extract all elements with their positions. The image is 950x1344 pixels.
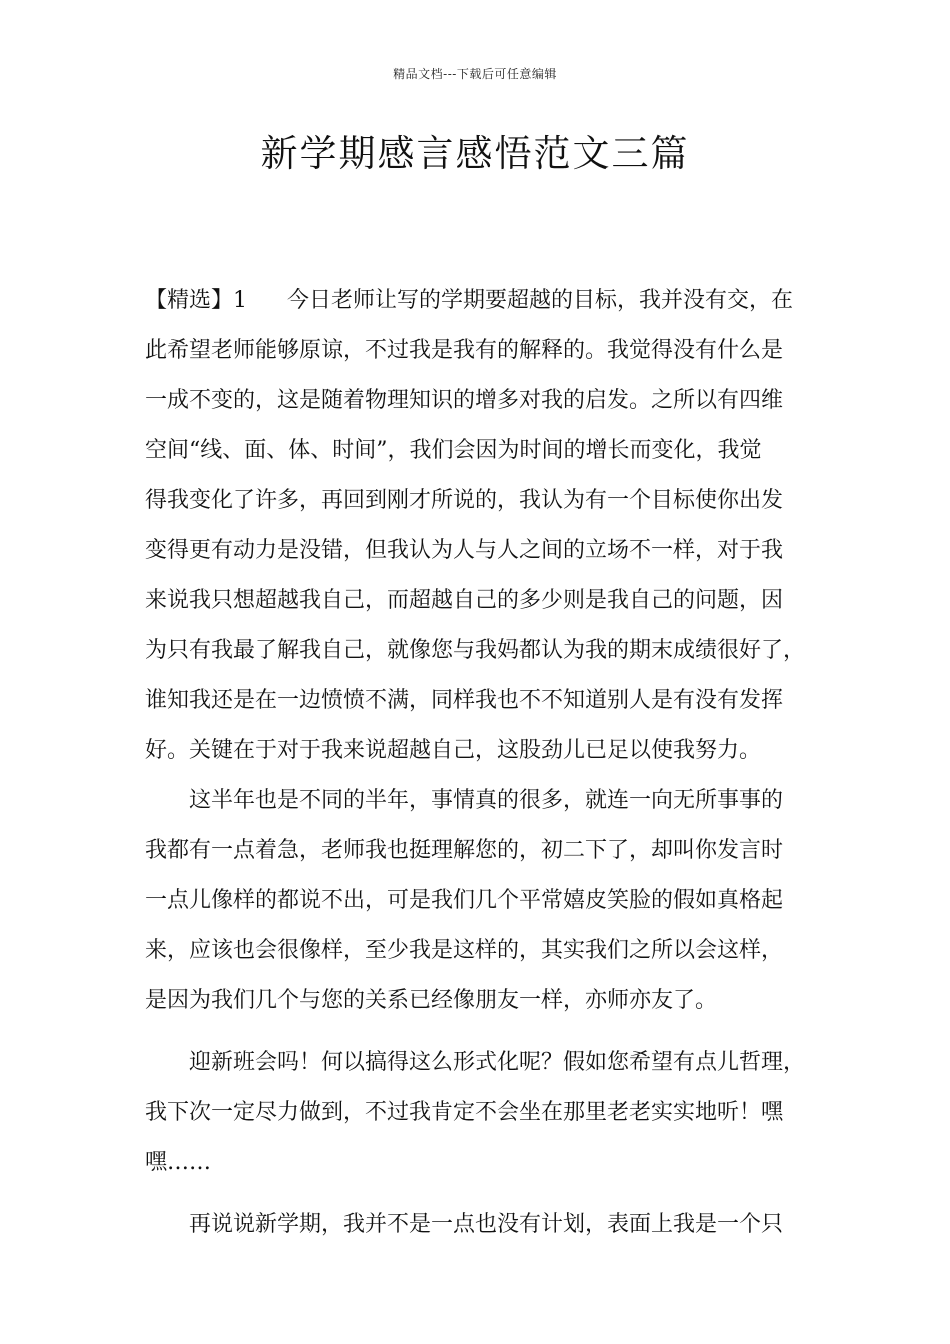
body-line: 我都有一点着急，老师我也挺理解您的，初二下了，却叫你发言时: [145, 838, 784, 863]
line-text: 今日老师让写的学期要超越的目标，我并没有交，在: [287, 288, 794, 313]
body-line: 我下次一定尽力做到，不过我肯定不会坐在那里老老实实地听！嘿: [145, 1100, 784, 1125]
body-line: 一成不变的，这是随着物理知识的增多对我的启发。之所以有四维: [145, 388, 784, 413]
body-line: 此希望老师能够原谅，不过我是我有的解释的。我觉得没有什么是: [145, 338, 784, 363]
paragraph-gap: [145, 1026, 825, 1038]
body-line: 来说我只想超越我自己，而超越自己的多少则是我自己的问题，因: [145, 588, 784, 613]
body-line: 一点儿像样的都说不出，可是我们几个平常嬉皮笑脸的假如真格起: [145, 888, 784, 913]
body-line: 好。关键在于对于我来说超越自己，这股劲儿已足以使我努力。: [145, 738, 762, 763]
document-title: 新学期感言感悟范文三篇: [260, 132, 690, 175]
body-line: 变得更有动力是没错，但我认为人与人之间的立场不一样，对于我: [145, 538, 784, 563]
body-line: 谁知我还是在一边愤愤不满，同样我也不不知道别人是有没有发挥: [145, 688, 784, 713]
paragraph-gap: [145, 1188, 825, 1200]
body-line: 嘿……: [145, 1150, 212, 1175]
body-line: 空间“线、面、体、时间”，我们会因为时间的增长而变化，我觉: [145, 438, 762, 463]
document-body: [145, 276, 825, 1250]
page-header: 精品文档---下载后可任意编辑: [393, 67, 557, 81]
body-line: 是因为我们几个与您的关系已经像朋友一样，亦师亦友了。: [145, 988, 718, 1013]
body-line: 来，应该也会很像样，至少我是这样的，其实我们之所以会这样，: [145, 938, 784, 963]
body-line: 得我变化了许多，再回到刚才所说的，我认为有一个目标使你出发: [145, 488, 784, 513]
body-line: 为只有我最了解我自己，就像您与我妈都认为我的期末成绩很好了，: [145, 638, 806, 663]
body-line: 这半年也是不同的半年，事情真的很多，就连一向无所事事的: [189, 788, 784, 813]
body-line: 迎新班会吗！何以搞得这么形式化呢？假如您希望有点儿哲理，: [189, 1050, 806, 1075]
body-line: [145, 276, 825, 326]
section-tag: 【精选】1: [145, 288, 247, 313]
body-line: 再说说新学期，我并不是一点也没有计划，表面上我是一个只: [189, 1212, 784, 1237]
